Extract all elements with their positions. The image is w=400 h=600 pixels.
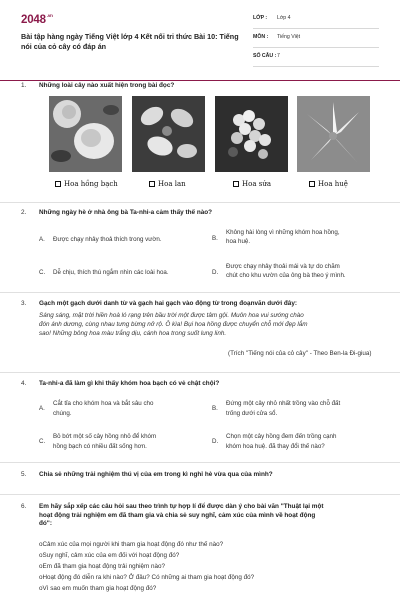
option-text: Cắt tỉa cho khóm hoa và bắt sâu cho — [53, 400, 154, 407]
question-6 — [21, 503, 379, 539]
question-number: 4. — [21, 380, 27, 387]
question-text: Những loài cây nào xuất hiện trong bài đọc? — [39, 82, 175, 89]
lily-photo — [297, 96, 370, 172]
checkbox-icon[interactable] — [309, 181, 315, 187]
meta-value: 7 — [277, 53, 280, 60]
divider — [0, 202, 400, 203]
caption-orchid[interactable] — [149, 180, 186, 189]
option-label: D. — [212, 269, 219, 276]
checkbox-icon[interactable] — [55, 181, 61, 187]
question-text: Chia sẻ những trải nghiệm thú vị của em trong kì nghỉ hè vừa qua của mình? — [39, 471, 273, 478]
white-rose-icon — [49, 96, 122, 172]
caption-text: Hoa sứa — [242, 180, 271, 188]
question-number: 5. — [21, 471, 27, 478]
site-logo[interactable] — [21, 13, 53, 29]
logo-text: 2048 — [21, 14, 46, 26]
option-label: B. — [212, 235, 218, 242]
option-label: B. — [212, 405, 218, 412]
divider — [0, 462, 400, 463]
caption-frangipani[interactable] — [233, 180, 271, 189]
list-item: oEm đã tham gia hoạt động trải nghiệm nào? — [39, 563, 166, 570]
passage-line: đón ánh dương, cùng nhau tưng bừng nở rộ. Ô kìa! Bụi hoa hồng được chuyển chỗ mới đẹp lắm — [39, 321, 308, 329]
frangipani-photo — [215, 96, 288, 172]
caption-lily[interactable] — [309, 180, 348, 189]
option-text: Đứng một cây nhỏ nhất trồng vào chỗ đất — [226, 400, 341, 407]
option-text-line2: chúng. — [53, 410, 72, 417]
option-label: C. — [39, 269, 46, 276]
question-text: Những ngày hè ở nhà ông bà Ta-nhi-a cảm thấy thế nào? — [39, 209, 213, 216]
option-label: C. — [39, 438, 46, 445]
list-item: oHoạt động đó diễn ra khi nào? Ở đâu? Có những ai tham gia hoạt động đó? — [39, 574, 255, 581]
caption-rose[interactable] — [55, 180, 118, 189]
question-text-line: hoạt động trải nghiệm em đã tham gia và chia sẻ suy nghĩ, cảm xúc của mình về hoạt động — [39, 511, 316, 519]
option-text-line2: hoa huệ. — [226, 238, 251, 245]
logo-suffix: .vn — [46, 13, 53, 18]
question-5 — [21, 471, 379, 483]
option-text: Được chạy nhảy thoải mái và tự do chăm — [226, 263, 340, 270]
option-text-line2: khóm hoa huệ. đã thay đổi thế nào? — [226, 443, 325, 450]
option-text: Không hài lòng vì những khóm hoa hồng, — [226, 229, 340, 236]
question-text-line: đó": — [39, 520, 52, 528]
option-text: Chọn một cây hồng đem đến trồng cạnh — [226, 433, 337, 440]
option-label: D. — [212, 438, 219, 445]
meta-row-class — [253, 10, 379, 29]
caption-text: Hoa hồng bạch — [64, 180, 118, 188]
meta-value: Tiếng Việt — [277, 34, 301, 41]
option-d[interactable] — [212, 433, 382, 451]
question-4 — [21, 380, 379, 392]
list-item: oCảm xúc của mọi người khi tham gia hoạt động đó như thế nào? — [39, 541, 224, 548]
worksheet-header — [21, 10, 379, 78]
question-1 — [21, 82, 379, 96]
option-text: Dễ chịu, thích thú ngắm nhìn các loài hoa. — [53, 269, 169, 276]
option-a[interactable] — [39, 400, 209, 418]
divider — [0, 494, 400, 495]
checkbox-icon[interactable] — [149, 181, 155, 187]
rose-photo — [49, 96, 122, 172]
list-item: oSuy nghĩ, cảm xúc của em đối với hoạt động đó? — [39, 552, 180, 559]
worksheet-meta — [253, 10, 379, 67]
question-number: 6. — [21, 503, 27, 510]
meta-row-count — [253, 48, 379, 67]
divider — [0, 292, 400, 293]
passage-source: (Trích "Tiếng nói của cỏ cây" - Theo Ben-la Đi-giua) — [228, 350, 372, 357]
question-text: Ta-nhi-a đã làm gì khi thấy khóm hoa bạch có vẻ chật chội? — [39, 380, 220, 387]
option-c[interactable] — [39, 433, 209, 451]
caption-text: Hoa huệ — [318, 180, 348, 188]
worksheet-title: Bài tập hàng ngày Tiếng Việt lớp 4 Kết nối tri thức Bài 10: Tiếng nói của cỏ cây có đáp án — [21, 32, 239, 51]
orchid-photo — [132, 96, 205, 172]
option-text: Bỏ bớt một số cây hồng nhỏ để khóm — [53, 433, 157, 440]
question-number: 2. — [21, 209, 27, 216]
option-b[interactable] — [212, 229, 382, 247]
option-label: A. — [39, 405, 45, 412]
flower-cluster-icon — [215, 96, 288, 172]
option-text-line2: chút cho khu vườn của ông bà theo ý mình. — [226, 272, 346, 279]
question-text: Gạch một gạch dưới danh từ và gạch hai gạch vào động từ trong đoạnvăn dưới đây: — [39, 300, 298, 307]
option-text-line2: trống dưới cửa sổ. — [226, 410, 278, 417]
caption-text: Hoa lan — [158, 180, 186, 188]
passage-line: sao! Những bông hoa màu trắng dịu, cánh hoa trong suốt lung linh. — [39, 330, 227, 338]
meta-key: MÔN : — [253, 34, 269, 41]
reading-passage — [39, 311, 373, 338]
option-text-line2: hồng bạch có nhiều đất sống hơn. — [53, 443, 147, 450]
orchid-icon — [132, 96, 205, 172]
lily-icon — [297, 96, 370, 172]
option-text: Được chạy nhảy thoả thích trong vườn. — [53, 236, 162, 243]
passage-line: Sáng sáng, mặt trời hiền hoà ló rạng trên bầu trời một được tâm gội. Muôn hoa vui sướng chào — [39, 312, 304, 319]
question-number: 3. — [21, 300, 27, 307]
question-text — [39, 503, 377, 529]
checkbox-icon[interactable] — [233, 181, 239, 187]
flower-images — [49, 96, 369, 196]
meta-key: LỚP : — [253, 15, 268, 22]
list-item: oVì sao em muốn tham gia hoạt động đó? — [39, 585, 157, 592]
question-text-line: Em hãy sắp xếp các câu hỏi sau theo trình tự hợp lí để được dàn ý cho bài văn "Thuật lại một — [39, 503, 324, 510]
question-2 — [21, 209, 379, 221]
header-divider — [0, 80, 400, 81]
meta-value: Lớp 4 — [277, 15, 291, 22]
question-number: 1. — [21, 82, 27, 89]
divider — [0, 372, 400, 373]
option-b[interactable] — [212, 400, 382, 418]
option-label: A. — [39, 236, 45, 243]
option-d[interactable] — [212, 263, 382, 281]
meta-key: SỐ CÂU : — [253, 53, 277, 60]
meta-row-subject — [253, 29, 379, 48]
